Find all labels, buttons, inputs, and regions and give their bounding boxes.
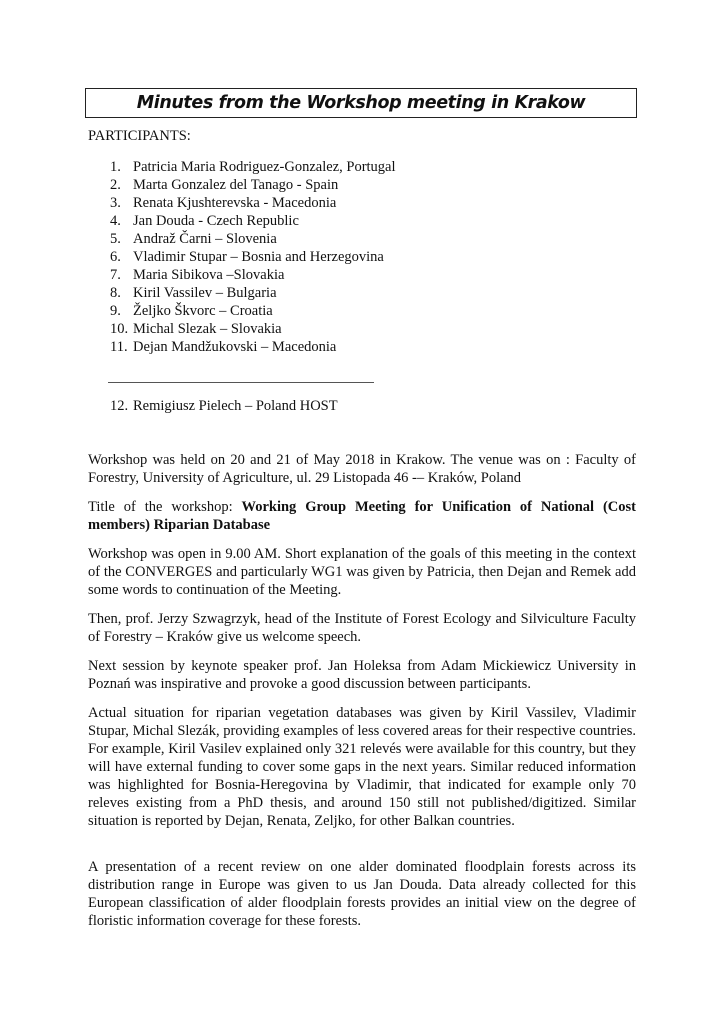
participant-text: Maria Sibikova –Slovakia (133, 267, 285, 283)
review-paragraph: A presentation of a recent review on one alder dominated floodplain forests across its distribution range in Europe was given to us Jan Douda. Data already collected for this European classification of alder floodplain forests provides an initial view on the degree of floristic information coverage for these forests. (88, 859, 636, 929)
participant-number: 9. (110, 303, 121, 319)
venue-paragraph: Workshop was held on 20 and 21 of May 2018 in Krakow. The venue was on : Faculty of Forestry, University of Agriculture, ul. 29 Listopada 46 -– Kraków, Poland (88, 452, 636, 486)
participant-item (110, 194, 530, 212)
participant-item (110, 248, 530, 266)
workshop-title-paragraph (88, 498, 636, 534)
participant-text: Andraž Čarni – Slovenia (133, 231, 277, 247)
participant-text: Jan Douda - Czech Republic (133, 213, 299, 229)
opening-paragraph: Workshop was open in 9.00 AM. Short explanation of the goals of this meeting in the context of the CONVERGES and particularly WG1 was given by Patricia, then Dejan and Remek add some words to continuation of the Meeting. (88, 546, 636, 598)
participant-item (110, 320, 530, 338)
participant-number: 6. (110, 249, 121, 265)
participant-number: 2. (110, 177, 121, 193)
title-box (85, 88, 637, 118)
participant-number: 7. (110, 267, 121, 283)
host-participant (110, 397, 338, 415)
participant-text: Kiril Vassilev – Bulgaria (133, 285, 277, 301)
keynote-paragraph: Next session by keynote speaker prof. Jan Holeksa from Adam Mickiewicz University in Poznań was inspirative and provoke a good discussion between participants. (88, 658, 636, 692)
participant-number: 4. (110, 213, 121, 229)
participant-text: Remigiusz Pielech – Poland HOST (133, 398, 338, 414)
welcome-paragraph: Then, prof. Jerzy Szwagrzyk, head of the Institute of Forest Ecology and Silviculture Faculty of Forestry – Kraków give us welcome speech. (88, 611, 636, 645)
divider-line (108, 382, 374, 383)
page-title: Minutes from the Workshop meeting in Krakow (136, 93, 586, 113)
participants-label: PARTICIPANTS: (88, 128, 191, 144)
workshop-title: Working Group Meeting for Unification of National (Cost members) Riparian Database (88, 499, 637, 533)
participant-item (110, 176, 530, 194)
participant-text: Željko Škvorc – Croatia (133, 303, 273, 319)
participant-number: 10. (110, 321, 129, 337)
participant-number: 12. (110, 398, 129, 414)
participant-item (110, 266, 530, 284)
workshop-title-prefix: Title of the workshop: (88, 499, 242, 515)
participant-text: Renata Kjushterevska - Macedonia (133, 195, 337, 211)
participant-number: 8. (110, 285, 121, 301)
participant-number: 3. (110, 195, 121, 211)
participant-text: Marta Gonzalez del Tanago - Spain (133, 177, 339, 193)
participant-item (110, 230, 530, 248)
participant-number: 11. (110, 339, 128, 355)
participant-item (110, 302, 530, 320)
participant-text: Patricia Maria Rodriguez-Gonzalez, Portugal (133, 159, 396, 175)
participant-text: Vladimir Stupar – Bosnia and Herzegovina (133, 249, 384, 265)
participant-item (110, 212, 530, 230)
situation-paragraph: Actual situation for riparian vegetation databases was given by Kiril Vassilev, Vladimir Stupar, Michal Slezák, providing examples of less covered areas for their respective countries. For example, Kiril Vasilev explained only 321 relevés were available for this country, but they will have external funding to cover some gaps in the next years. Similar reduced information was highlighted for Bosnia-Heregovina by Vladimir, that indicated for example only 70 releves existing from a PhD thesis, and around 150 still not published/digitized. Similar situation is reported by Dejan, Renata, Zeljko, for other Balkan countries. (88, 705, 636, 829)
participant-number: 1. (110, 159, 121, 175)
participant-text: Michal Slezak – Slovakia (133, 321, 282, 337)
participants-list (110, 158, 530, 356)
participant-item (110, 284, 530, 302)
participant-number: 5. (110, 231, 121, 247)
participant-item (110, 338, 530, 356)
participant-text: Dejan Mandžukovski – Macedonia (133, 339, 337, 355)
participant-item (110, 158, 530, 176)
